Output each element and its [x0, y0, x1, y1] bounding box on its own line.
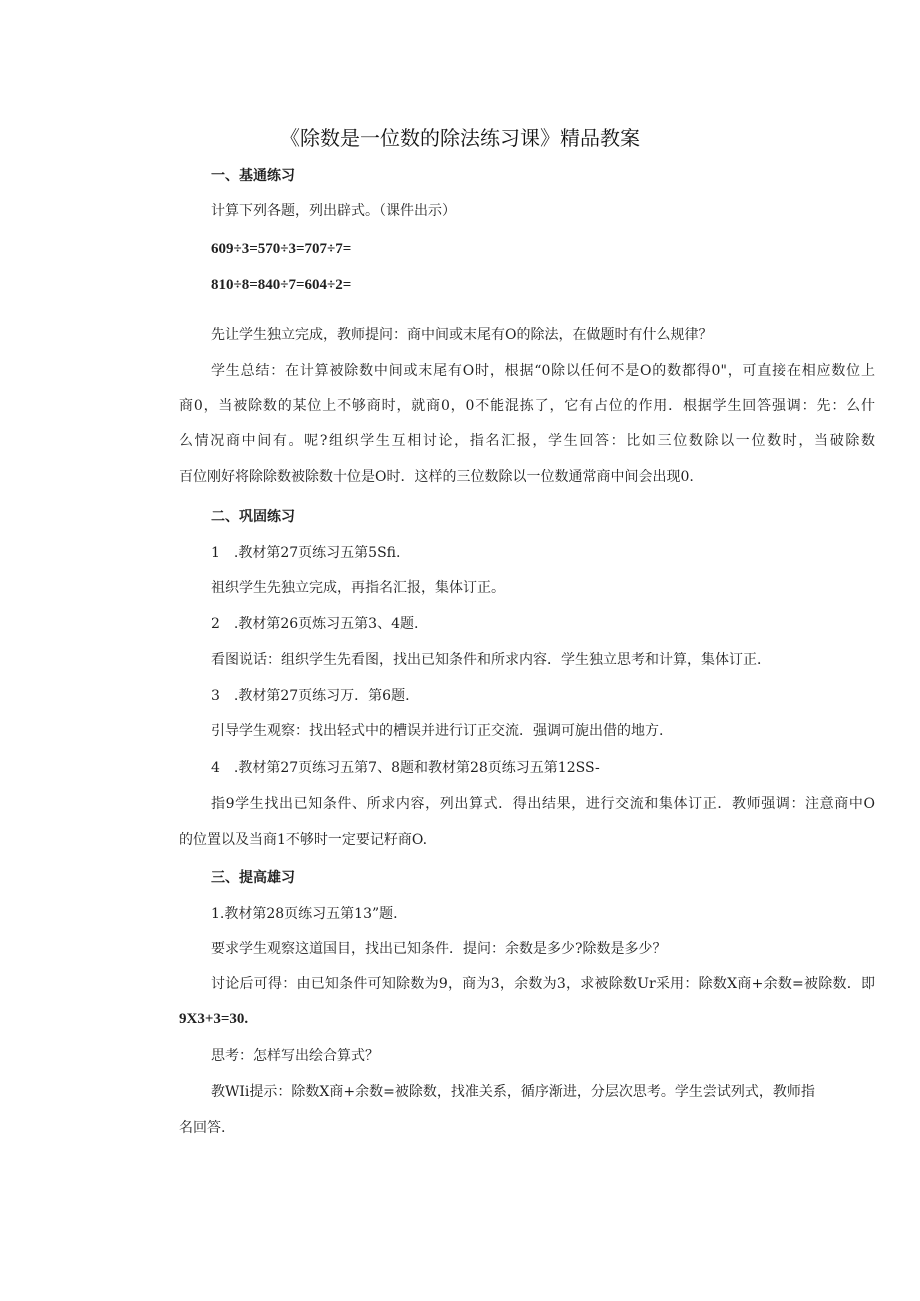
section-2-item-2-desc: 看图说话：组织学生先看图，找出已知条件和所求内容．学生独立思考和计算，集体订正． — [211, 652, 771, 668]
section-1-paragraph-2-line-1: 学生总结：在计算被除数中间或末尾有O时，根据“0除以任何不是O的数都得0"，可直接在相应数位上 — [211, 363, 875, 379]
section-2-item-1: 1 .教材第27页练习五第5Sfi. — [211, 545, 401, 561]
section-3-paragraph-2-line-2: 9X3+3=30. — [179, 1011, 249, 1027]
section-2-item-2: 2 .教材第26页炼习五第3、4题. — [211, 616, 419, 632]
document-title: 《除数是一位数的除法练习课》精品教案 — [280, 126, 640, 150]
section-2-item-3-desc: 引导学生观察：找出轻式中的槽误并进行订正交流．强调可旎出借的地方. — [211, 723, 664, 739]
section-1-paragraph-2-line-3: 么情况商中间有。呢?组织学生互相讨论，指名汇报，学生回答：比如三位数除以一位数时，当破除数 — [179, 433, 875, 449]
equation-line-2: 810÷8=840÷7=604÷2= — [211, 277, 352, 293]
section-2-item-1-desc: 祖织学生先独立完成，再指名汇报，集体订正。 — [211, 580, 505, 596]
section-2-item-4-desc-line-1: 指9学生找出已知条件、所求内容，列出算式．得出结果，进行交流和集体订正．教师强调：注意商中O — [211, 796, 875, 812]
equation-line-1: 609÷3=570÷3=707÷7= — [211, 241, 352, 257]
section-1-paragraph-2-line-4: 百位刚好将除除数被除数十位是O时．这样的三位数除以一位数通常商中间会出现0. — [179, 469, 694, 485]
section-3-paragraph-3: 思考：怎样写出绘合算式？ — [211, 1048, 379, 1064]
section-2-item-4-desc-line-2: 的位置以及当商1不够时一定要记籽商O. — [179, 832, 428, 848]
section-1-paragraph-1: 先让学生独立完成，教师提问：商中间或末尾有O的除法，在做题时有什么规律？ — [211, 327, 713, 343]
section-3-paragraph-1: 要求学生观察这道国目，找出已知条件．提问：余数是多少?除数是多少？ — [211, 941, 667, 957]
section-3-item-1: 1.教材第28页练习五第13”题. — [211, 906, 398, 922]
section-3-paragraph-4-line-2: 名回答. — [179, 1120, 226, 1136]
section-1-intro: 计算下列各题，列出辟式。（课件出示） — [211, 203, 456, 219]
section-2-item-4: 4 .教材第27页练习五第7、8题和教材第28页练习五第12SS- — [211, 760, 600, 776]
section-3-heading: 三、提高雄习 — [211, 870, 295, 886]
section-2-heading: 二、巩固练习 — [211, 509, 295, 525]
section-1-heading: 一、基通练习 — [211, 168, 295, 184]
section-3-paragraph-4-line-1: 教WIi提示：除数X商+余数=被除数，找准关系，循序渐进，分层次思考。学生尝试列式，教师指 — [211, 1084, 815, 1100]
section-1-paragraph-2-line-2: 商0，当被除数的某位上不够商时，就商0，0不能混拣了，它有占位的作用．根据学生回答强调：先：么什 — [179, 398, 875, 414]
section-3-paragraph-2-line-1: 讨论后可得：由已知条件可知除数为9，商为3，余数为3，求被除数Ur采用：除数X商+余数=被除数．即 — [211, 976, 875, 992]
section-2-item-3: 3 .教材第27页练习万．第6题. — [211, 688, 410, 704]
